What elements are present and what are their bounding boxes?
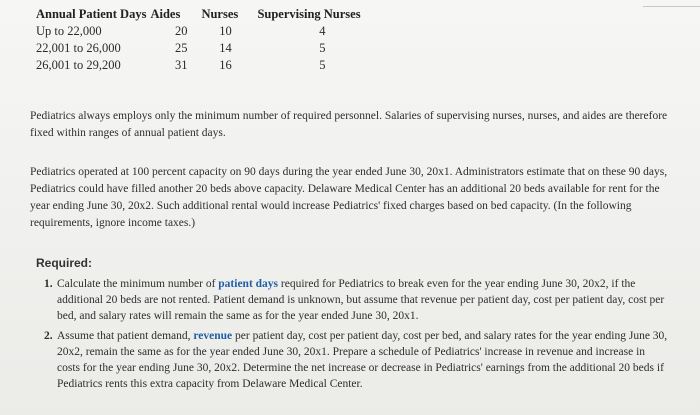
requirement-number: 1. bbox=[44, 278, 53, 290]
requirement-text-after: per patient day, cost per patient day, cost per bed, and salary rates for the year ending June 30, 20x2, remain the same as for the year ended June 30, 20x1. Prepare a schedule of Pediatrics' increase in revenue and increase in costs for the year ending June 30, 20x2. Determine the net increase or decrease in Pediatrics' earnings from the additional 20 beds if Pediatrics rents this extra capacity from Delaware Medical Center. bbox=[57, 330, 668, 390]
row-supervising: 4 bbox=[319, 24, 326, 38]
row-range: 22,001 to 26,000 bbox=[36, 41, 121, 55]
requirement-text-after: required for Pediatrics to break even for the year ending June 30, 20x2, if the additional 20 beds are not rented. Patient demand is unknown, but assume that revenue per patient day, cost per patient day, cost per bed, and salary rates will remain the same as for the year ended June 30, 20x1. bbox=[57, 278, 665, 322]
header-nurses: Nurses bbox=[201, 7, 239, 21]
requirement-text-before: Calculate the minimum number of bbox=[57, 278, 219, 290]
table-row bbox=[36, 40, 373, 57]
requirement-item bbox=[40, 328, 670, 392]
header-annual-patient-days: Annual Patient Days bbox=[36, 7, 147, 21]
table-row bbox=[36, 57, 373, 74]
staffing-table bbox=[36, 6, 373, 74]
row-nurses: 10 bbox=[219, 24, 232, 38]
paragraph-capacity: Pediatrics operated at 100 percent capacity on 90 days during the year ended June 30, 20x1. Administrators estimate that on these 90 days, Pediatrics could have filled another 20 beds above capacity. Delaware Medical Center has an additional 20 beds available for rent for the year ending June 30, 20x2. Such additional rental would increase Pediatrics' fixed charges based on bed capacity. (In the following requirements, ignore income taxes.) bbox=[30, 166, 668, 229]
table-row bbox=[36, 23, 373, 40]
requirement-text-before: Assume that patient demand, bbox=[57, 330, 194, 342]
row-aides: 25 bbox=[174, 41, 188, 55]
row-supervising: 5 bbox=[319, 58, 326, 72]
row-aides: 20 bbox=[174, 24, 188, 38]
table-header-row bbox=[36, 6, 373, 23]
row-nurses: 14 bbox=[219, 41, 232, 55]
top-divider bbox=[643, 6, 700, 7]
header-supervising-nurses: Supervising Nurses bbox=[257, 7, 361, 21]
keyword-link-patient-days[interactable]: patient days bbox=[218, 278, 279, 290]
requirement-item bbox=[40, 276, 670, 324]
paragraph-personnel: Pediatrics always employs only the minimum number of required personnel. Salaries of supervising nurses, nurses, and aides are therefore fixed within ranges of annual patient days. bbox=[30, 110, 668, 139]
row-nurses: 16 bbox=[219, 58, 232, 72]
row-aides: 31 bbox=[174, 58, 188, 72]
requirement-number: 2. bbox=[44, 330, 53, 342]
requirements-list bbox=[40, 276, 670, 396]
header-aides: Aides bbox=[150, 7, 181, 21]
required-heading: Required: bbox=[36, 256, 93, 270]
row-supervising: 5 bbox=[319, 41, 326, 55]
keyword-link-revenue[interactable]: revenue bbox=[193, 330, 233, 342]
row-range: Up to 22,000 bbox=[36, 24, 102, 38]
row-range: 26,001 to 29,200 bbox=[36, 58, 121, 72]
